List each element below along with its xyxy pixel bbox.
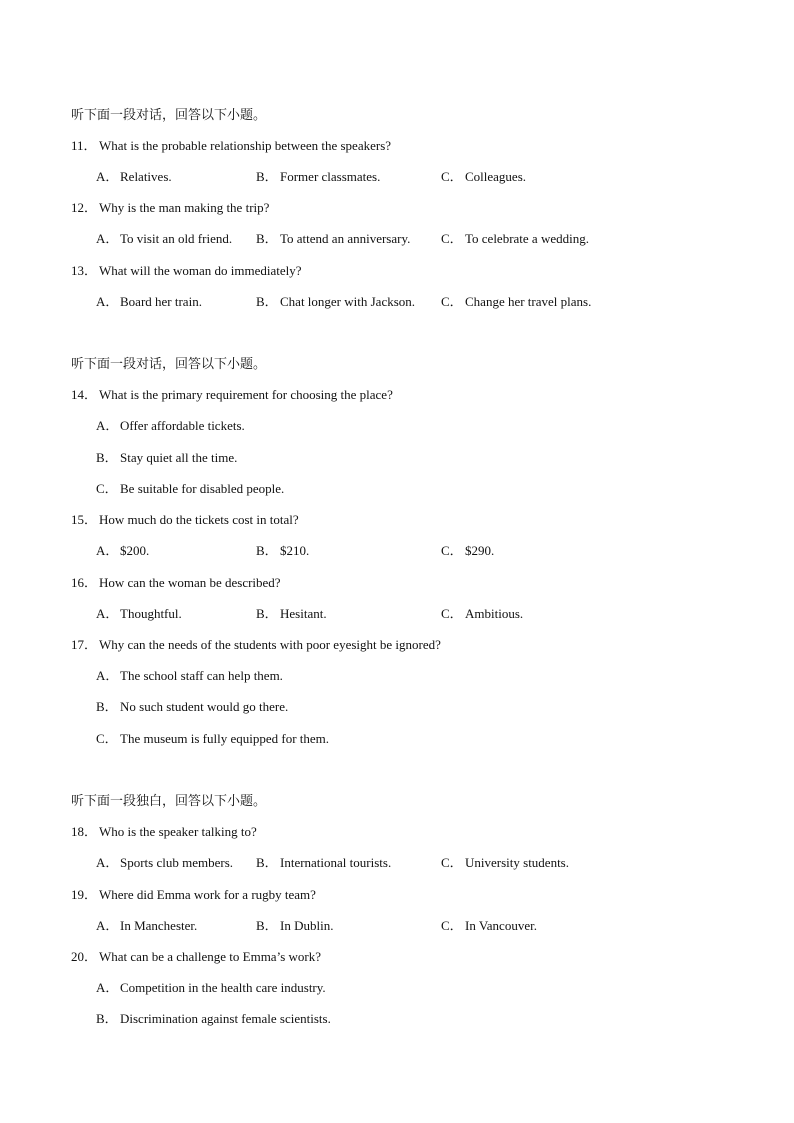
- option-text: To celebrate a wedding.: [465, 231, 589, 246]
- section-heading: 听下面一段对话，回答以下小题。: [71, 108, 267, 123]
- question-13: [71, 260, 302, 279]
- option-16-c: [441, 603, 523, 622]
- option-12-b: [256, 228, 410, 247]
- option-text: The museum is fully equipped for them.: [120, 731, 330, 746]
- option-letter: A．: [96, 231, 119, 246]
- question-text: How much do the tickets cost in total?: [99, 512, 299, 527]
- option-17-b: [96, 696, 288, 715]
- question-12: [71, 197, 269, 216]
- option-text: In Vancouver.: [465, 918, 537, 933]
- option-letter: B．: [256, 169, 278, 184]
- question-text: Why is the man making the trip?: [99, 200, 270, 215]
- option-letter: C．: [96, 481, 118, 496]
- option-12-c: [441, 228, 589, 247]
- option-text: Thoughtful.: [120, 606, 182, 621]
- option-text: Hesitant.: [280, 606, 327, 621]
- option-17-a: [96, 665, 283, 684]
- option-text: Chat longer with Jackson.: [280, 294, 416, 309]
- question-text: What will the woman do immediately?: [99, 263, 302, 278]
- question-19: [71, 884, 316, 903]
- option-15-a: [96, 540, 149, 559]
- option-letter: B．: [256, 543, 278, 558]
- option-19-a: [96, 915, 197, 934]
- section-heading: 听下面一段独白，回答以下小题。: [71, 794, 267, 809]
- option-letter: B．: [256, 606, 278, 621]
- option-text: Ambitious.: [465, 606, 524, 621]
- option-16-a: [96, 603, 182, 622]
- option-letter: A．: [96, 606, 119, 621]
- question-text: What can be a challenge to Emma’s work?: [99, 949, 321, 964]
- option-13-b: [256, 291, 415, 310]
- option-14-a: [96, 415, 245, 434]
- option-letter: A．: [96, 668, 119, 683]
- question-number: 11．: [71, 138, 97, 153]
- option-letter: A．: [96, 918, 119, 933]
- question-15: [71, 509, 299, 528]
- question-number: 16．: [71, 575, 98, 590]
- question-number: 12．: [71, 200, 98, 215]
- option-14-b: [96, 447, 237, 466]
- option-letter: B．: [96, 1011, 118, 1026]
- option-text: Former classmates.: [280, 169, 381, 184]
- option-letter: C．: [441, 918, 463, 933]
- question-number: 19．: [71, 887, 98, 902]
- option-letter: A．: [96, 294, 119, 309]
- option-text: $210.: [280, 543, 310, 558]
- question-14: [71, 384, 393, 403]
- option-text: University students.: [465, 855, 569, 870]
- question-text: How can the woman be described?: [99, 575, 281, 590]
- option-20-b: [96, 1008, 331, 1027]
- option-text: To visit an old friend.: [120, 231, 233, 246]
- option-text: Offer affordable tickets.: [120, 418, 245, 433]
- section-heading: 听下面一段对话，回答以下小题。: [71, 357, 267, 372]
- option-text: In Manchester.: [120, 918, 198, 933]
- option-11-a: [96, 166, 172, 185]
- question-20: [71, 946, 321, 965]
- option-letter: B．: [256, 855, 278, 870]
- option-19-c: [441, 915, 537, 934]
- option-18-b: [256, 852, 391, 871]
- option-text: Discrimination against female scientists.: [120, 1011, 331, 1026]
- option-12-a: [96, 228, 232, 247]
- option-letter: C．: [96, 731, 118, 746]
- option-text: International tourists.: [280, 855, 392, 870]
- option-letter: C．: [441, 606, 463, 621]
- question-text: Where did Emma work for a rugby team?: [99, 887, 316, 902]
- option-text: Sports club members.: [120, 855, 234, 870]
- option-text: Change her travel plans.: [465, 294, 592, 309]
- question-17: [71, 634, 441, 653]
- option-letter: A．: [96, 169, 119, 184]
- option-text: $290.: [465, 543, 495, 558]
- question-text: Who is the speaker talking to?: [99, 824, 257, 839]
- option-11-b: [256, 166, 380, 185]
- option-letter: C．: [441, 855, 463, 870]
- option-letter: B．: [256, 294, 278, 309]
- option-letter: A．: [96, 543, 119, 558]
- option-text: $200.: [120, 543, 150, 558]
- question-11: [71, 135, 391, 154]
- option-text: To attend an anniversary.: [280, 231, 411, 246]
- option-letter: B．: [256, 231, 278, 246]
- option-18-c: [441, 852, 569, 871]
- option-letter: A．: [96, 418, 119, 433]
- question-number: 18．: [71, 824, 98, 839]
- option-19-b: [256, 915, 333, 934]
- option-13-a: [96, 291, 202, 310]
- question-16: [71, 572, 281, 591]
- option-text: Colleagues.: [465, 169, 527, 184]
- option-letter: C．: [441, 294, 463, 309]
- question-text: Why can the needs of the students with poor eyesight be ignored?: [99, 637, 441, 652]
- option-13-c: [441, 291, 591, 310]
- option-text: Competition in the health care industry.: [120, 980, 326, 995]
- option-text: Stay quiet all the time.: [120, 450, 238, 465]
- option-letter: B．: [96, 450, 118, 465]
- question-number: 13．: [71, 263, 98, 278]
- option-letter: B．: [96, 699, 118, 714]
- option-17-c: [96, 728, 329, 747]
- option-letter: C．: [441, 231, 463, 246]
- question-number: 20．: [71, 949, 98, 964]
- option-text: Board her train.: [120, 294, 202, 309]
- option-15-c: [441, 540, 494, 559]
- option-letter: C．: [441, 169, 463, 184]
- option-letter: B．: [256, 918, 278, 933]
- option-15-b: [256, 540, 309, 559]
- option-letter: A．: [96, 980, 119, 995]
- option-11-c: [441, 166, 526, 185]
- question-text: What is the probable relationship between the speakers?: [99, 138, 392, 153]
- option-text: Be suitable for disabled people.: [120, 481, 285, 496]
- question-18: [71, 821, 257, 840]
- question-number: 17．: [71, 637, 98, 652]
- option-letter: C．: [441, 543, 463, 558]
- option-letter: A．: [96, 855, 119, 870]
- option-text: In Dublin.: [280, 918, 334, 933]
- option-text: No such student would go there.: [120, 699, 289, 714]
- question-number: 14．: [71, 387, 98, 402]
- option-18-a: [96, 852, 233, 871]
- question-number: 15．: [71, 512, 98, 527]
- option-20-a: [96, 977, 326, 996]
- option-text: The school staff can help them.: [120, 668, 283, 683]
- option-text: Relatives.: [120, 169, 172, 184]
- option-16-b: [256, 603, 327, 622]
- question-text: What is the primary requirement for choosing the place?: [99, 387, 393, 402]
- option-14-c: [96, 478, 284, 497]
